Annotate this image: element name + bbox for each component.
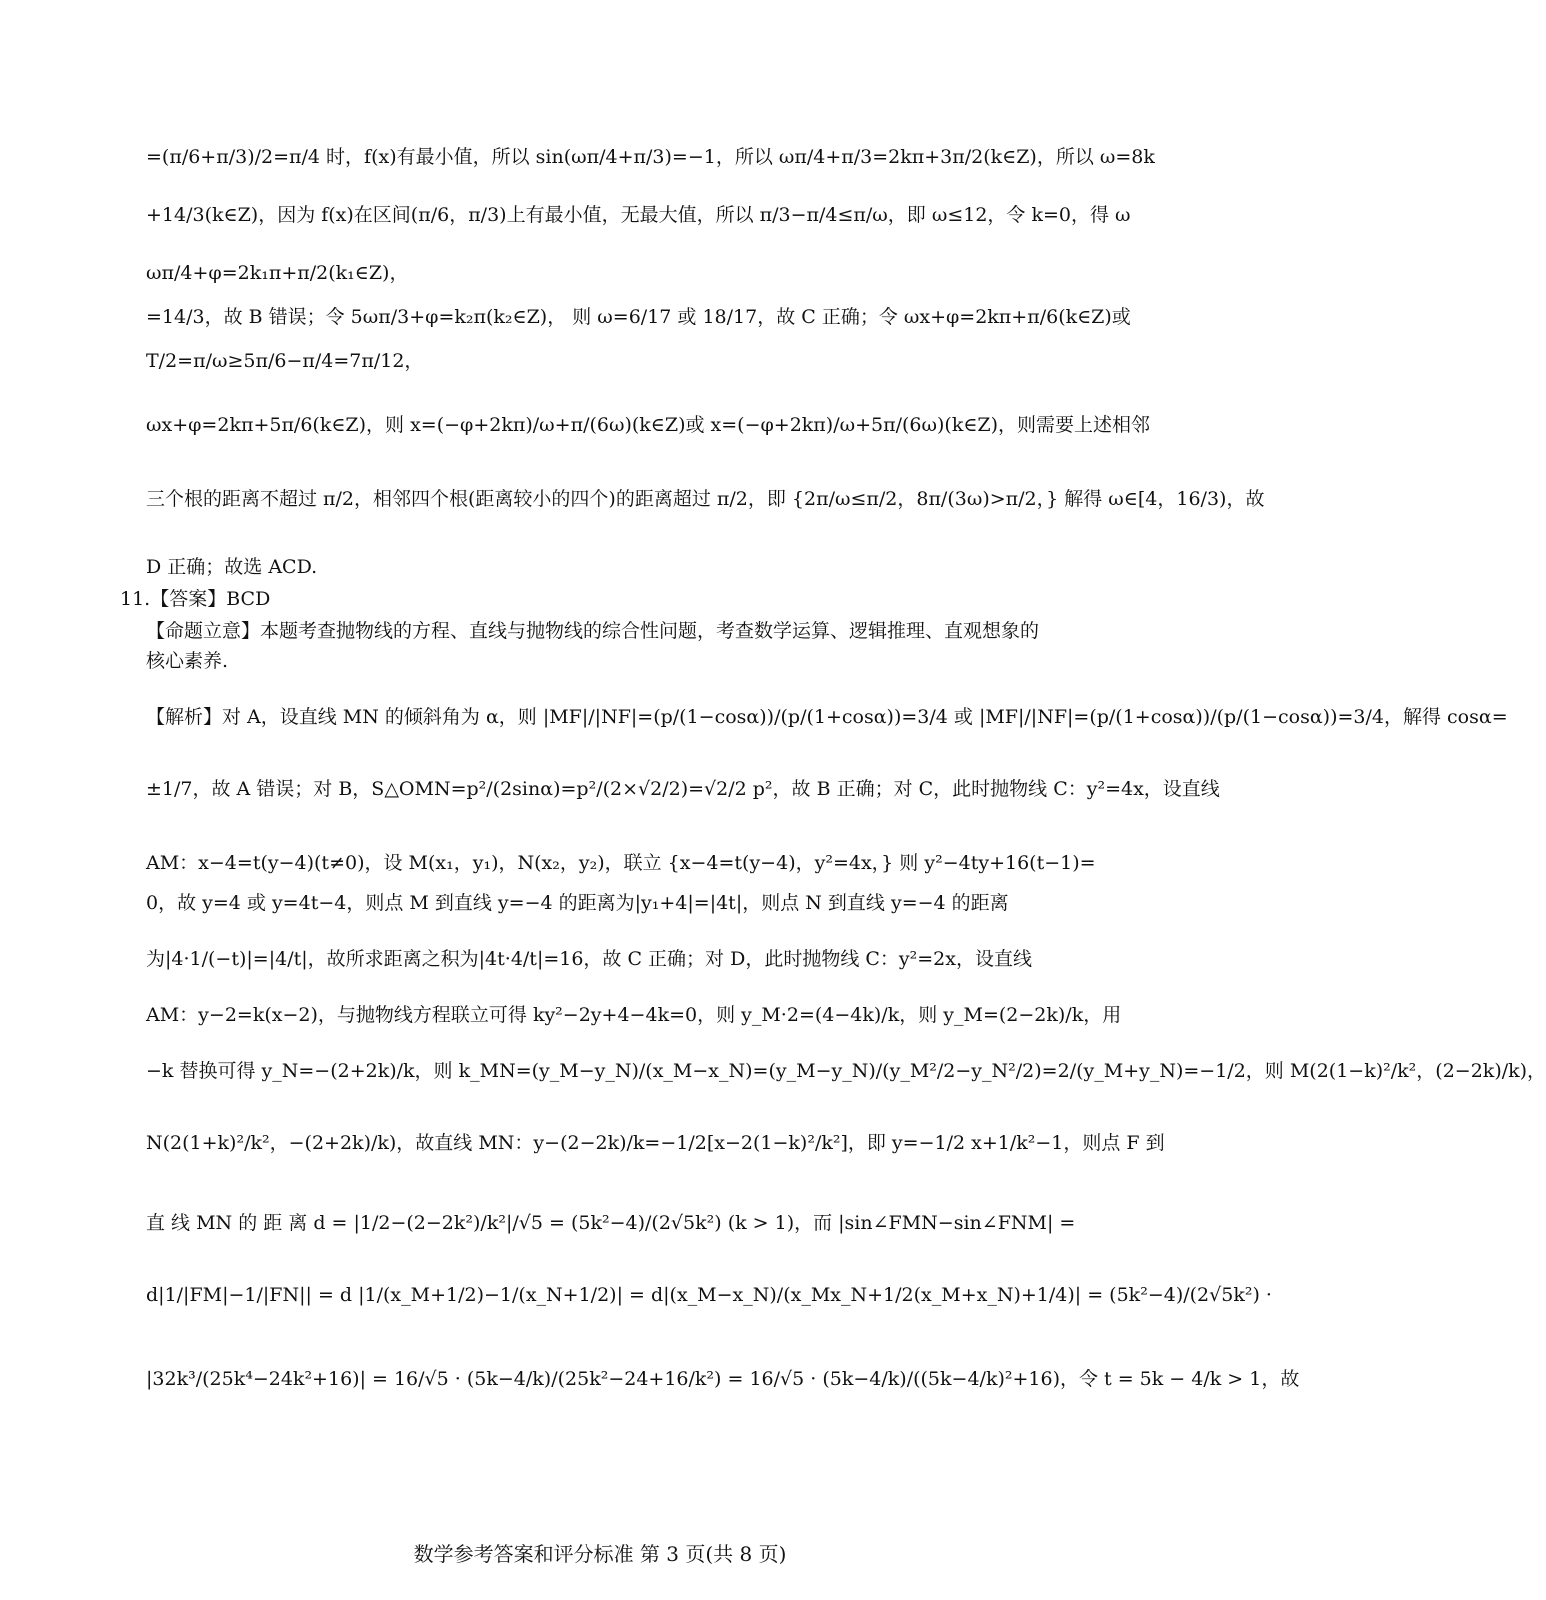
text-line: 11.【答案】BCD <box>120 588 271 610</box>
text-line: ±1/7，故 A 错误；对 B，S△OMN=p²/(2sinα)=p²/(2×√2/2)=√2/2 p²，故 B 正确；对 C，此时抛物线 C：y²=4x，设直线 <box>146 778 1220 800</box>
text-line: T/2=π/ω≥5π/6−π/4=7π/12， <box>146 350 424 372</box>
text-line: N(2(1+k)²/k²，−(2+2k)/k)，故直线 MN：y−(2−2k)/k=−1/2[x−2(1−k)²/k²]，即 y=−1/2 x+1/k²−1，则点 F 到 <box>146 1132 1165 1154</box>
text-line: 为|4·1/(−t)|=|4/t|，故所求距离之积为|4t·4/t|=16，故 C 正确；对 D，此时抛物线 C：y²=2x，设直线 <box>146 948 1032 970</box>
text-line: AM：x−4=t(y−4)(t≠0)，设 M(x₁，y₁)，N(x₂，y₂)，联立 {x−4=t(y−4)，y²=4x，} 则 y²−4ty+16(t−1)= <box>146 852 1096 874</box>
text-line: 直 线 MN 的 距 离 d = |1/2−(2−2k²)/k²|/√5 = (5k²−4)/(2√5k²) (k > 1)，而 |sin∠FMN−sin∠FNM| = <box>146 1212 1076 1234</box>
page-footer: 数学参考答案和评分标准 第 3 页(共 8 页) <box>413 1542 787 1566</box>
text-line: −k 替换可得 y_N=−(2+2k)/k，则 k_MN=(y_M−y_N)/(x_M−x_N)=(y_M−y_N)/(y_M²/2−y_N²/2)=2/(y_M+y_N)=−1/2，则 M(2(1−k)²/k²，(2−2k)/k)， <box>146 1060 1546 1082</box>
text-line: 0，故 y=4 或 y=4t−4，则点 M 到直线 y=−4 的距离为|y₁+4|=|4t|，则点 N 到直线 y=−4 的距离 <box>146 892 1009 914</box>
text-line: 核心素养. <box>146 650 229 672</box>
text-line: 【解析】对 A，设直线 MN 的倾斜角为 α，则 |MF|/|NF|=(p/(1−cosα))/(p/(1+cosα))=3/4 或 |MF|/|NF|=(p/(1+cosα))/(p/(1−cosα))=3/4，解得 cosα= <box>146 706 1508 728</box>
text-line: d|1/|FM|−1/|FN|| = d |1/(x_M+1/2)−1/(x_N+1/2)| = d|(x_M−x_N)/(x_Mx_N+1/2(x_M+x_N)+1/4)| = (5k²−4)/(2√5k²) · <box>146 1284 1272 1306</box>
text-line: D 正确；故选 ACD. <box>146 556 318 578</box>
text-line: +14/3(k∈Z)，因为 f(x)在区间(π/6，π/3)上有最小值，无最大值，所以 π/3−π/4≤π/ω，即 ω≤12，令 k=0，得 ω <box>146 204 1131 226</box>
text-line: =14/3，故 B 错误；令 5ωπ/3+φ=k₂π(k₂∈Z)， 则 ω=6/17 或 18/17，故 C 正确；令 ωx+φ=2kπ+π/6(k∈Z)或 <box>146 306 1131 328</box>
text-line: |32k³/(25k⁴−24k²+16)| = 16/√5 · (5k−4/k)/(25k²−24+16/k²) = 16/√5 · (5k−4/k)/((5k−4/k)²+16)，令 t = 5k − 4/k > 1，故 <box>146 1368 1300 1390</box>
text-line: 三个根的距离不超过 π/2，相邻四个根(距离较小的四个)的距离超过 π/2，即 {2π/ω≤π/2，8π/(3ω)>π/2，} 解得 ω∈[4，16/3)，故 <box>146 488 1265 510</box>
text-line: ωx+φ=2kπ+5π/6(k∈Z)，则 x=(−φ+2kπ)/ω+π/(6ω)(k∈Z)或 x=(−φ+2kπ)/ω+5π/(6ω)(k∈Z)，则需要上述相邻 <box>146 414 1151 436</box>
text-line: ωπ/4+φ=2k₁π+π/2(k₁∈Z)， <box>146 262 409 284</box>
text-line: 【命题立意】本题考查抛物线的方程、直线与抛物线的综合性问题，考查数学运算、逻辑推理、直观想象的 <box>146 620 1040 642</box>
text-line: AM：y−2=k(x−2)，与抛物线方程联立可得 ky²−2y+4−4k=0，则 y_M·2=(4−4k)/k，则 y_M=(2−2k)/k，用 <box>146 1004 1122 1026</box>
text-line: =(π/6+π/3)/2=π/4 时，f(x)有最小值，所以 sin(ωπ/4+π/3)=−1，所以 ωπ/4+π/3=2kπ+3π/2(k∈Z)，所以 ω=8k <box>146 146 1155 168</box>
